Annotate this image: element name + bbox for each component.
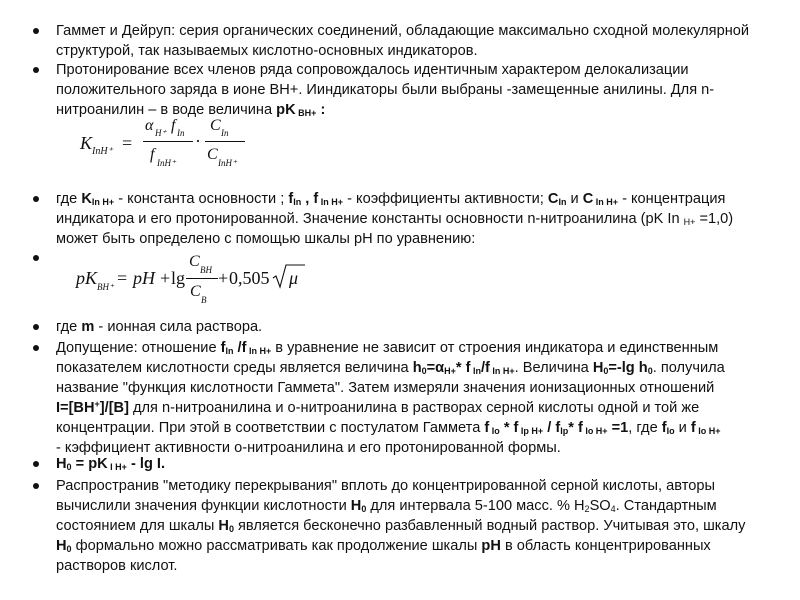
bullet-dot-icon bbox=[33, 67, 39, 73]
text-run: In bbox=[293, 197, 302, 207]
text-line bbox=[56, 516, 791, 536]
text-run: H bbox=[350, 498, 362, 514]
text-run: In H+ bbox=[318, 197, 344, 207]
text-line bbox=[56, 496, 791, 516]
text-run: f bbox=[484, 420, 490, 436]
text-line bbox=[56, 209, 791, 229]
text-run: pK bbox=[276, 102, 296, 118]
text-run: Io H+ bbox=[582, 426, 608, 436]
formula-f-in: f bbox=[171, 117, 176, 134]
text-run: In bbox=[225, 346, 234, 356]
text-line bbox=[56, 418, 791, 438]
bullet-dot-icon bbox=[33, 28, 39, 34]
text-run: состоянием для шкалы bbox=[56, 518, 219, 534]
text-line bbox=[56, 358, 791, 378]
text-run: формально можно рассматривать как продолжение шкалы bbox=[71, 538, 482, 554]
formula-f-in-subscript: In bbox=[177, 128, 185, 138]
formula-basicity-constant bbox=[80, 113, 260, 175]
text-run: H bbox=[218, 518, 229, 534]
text-line bbox=[56, 60, 791, 80]
text-run: = pK bbox=[71, 456, 108, 472]
bullet-text bbox=[56, 476, 791, 576]
text-run: в область концентрированных bbox=[500, 538, 711, 554]
text-run: - коэффициенты активности; bbox=[343, 191, 548, 207]
formula-c-bh-subscript: BH bbox=[200, 265, 212, 275]
bullet-text bbox=[56, 21, 791, 61]
formula-coefficient: 0,505 bbox=[229, 268, 270, 288]
text-run: Протонирование всех членов ряда сопровождалось идентичным характером делокализации bbox=[56, 62, 689, 78]
text-run: f bbox=[661, 420, 667, 436]
formula-c-inh: C bbox=[207, 146, 218, 163]
text-run: + bbox=[94, 399, 100, 409]
text-line bbox=[56, 80, 791, 100]
formula2-plus-second: + bbox=[218, 268, 229, 288]
text-run: /f bbox=[480, 360, 490, 376]
text-line bbox=[56, 317, 791, 337]
text-line bbox=[56, 338, 791, 358]
text-run: / f bbox=[543, 420, 561, 436]
text-run: Допущение: отношение bbox=[56, 340, 221, 356]
text-run: 4 bbox=[610, 504, 616, 514]
formula-f-inh-subscript: InH⁺ bbox=[157, 158, 176, 168]
formula-c-bh: C bbox=[189, 253, 200, 270]
text-run: H bbox=[56, 538, 67, 554]
text-run: , где bbox=[628, 420, 662, 436]
text-run: Io H+ bbox=[695, 426, 721, 436]
formula-dot: · bbox=[195, 131, 201, 151]
text-run: - ионная сила раствора. bbox=[94, 319, 263, 335]
text-run: =1,0) bbox=[695, 211, 734, 227]
text-run: * f bbox=[455, 360, 471, 376]
formula2-equals: = bbox=[117, 268, 128, 288]
formula-c-in: C bbox=[210, 117, 221, 134]
text-run: In bbox=[470, 366, 481, 376]
formula-pk: pK bbox=[76, 268, 98, 288]
text-run: SO bbox=[589, 498, 611, 514]
bullet-dot-icon bbox=[33, 483, 39, 489]
text-run: H+ bbox=[683, 217, 696, 227]
text-run: f bbox=[288, 191, 294, 207]
text-run: в уравнение не зависит от строения индикатора и единственным bbox=[271, 340, 719, 356]
text-run: 0 bbox=[421, 366, 427, 376]
text-run: : bbox=[316, 102, 326, 118]
formula-c-b: C bbox=[190, 283, 201, 300]
text-run: C bbox=[582, 191, 594, 207]
formula-pk-equation bbox=[76, 251, 316, 307]
text-run: нитроанилин – в воде величина bbox=[56, 102, 277, 118]
text-line bbox=[56, 229, 791, 249]
text-run: In H+ bbox=[246, 346, 272, 356]
bullet-dot-icon bbox=[33, 255, 39, 261]
text-run: является бесконечно разбавленный водный раствор. Учитывая это, шкалу bbox=[233, 518, 746, 534]
bullet-text bbox=[56, 454, 791, 474]
text-run: Io bbox=[666, 426, 675, 436]
text-run: H+ bbox=[444, 366, 456, 376]
text-run: может быть определено с помощью шкалы pH по уравнению: bbox=[56, 231, 476, 247]
text-line bbox=[56, 536, 791, 556]
text-run: и bbox=[674, 420, 691, 436]
bullet-dot-icon bbox=[33, 324, 39, 330]
text-run: =-lg h bbox=[608, 360, 648, 376]
text-run: pH bbox=[481, 538, 501, 554]
text-line bbox=[56, 454, 791, 474]
text-run: C bbox=[547, 191, 559, 207]
text-run: название "функция кислотности Гаммета". Затем измеряли значения ионизационных отношений bbox=[56, 380, 715, 396]
text-run: для n-нитроанилина и о-нитроанилина в растворах серной кислоты одной и той же bbox=[128, 400, 700, 416]
text-run: h bbox=[412, 360, 422, 376]
formula-equals: = bbox=[122, 133, 133, 153]
text-run: =α bbox=[426, 360, 445, 376]
bullet-dot-icon bbox=[33, 461, 39, 467]
text-run: для интервала 5-100 масс. % H bbox=[366, 498, 585, 514]
text-run: где bbox=[56, 319, 82, 335]
formula2-plus: + bbox=[160, 268, 171, 288]
text-run: In H+ bbox=[593, 197, 619, 207]
formula-alpha: α bbox=[145, 117, 154, 134]
text-line bbox=[56, 556, 791, 576]
text-run: вычислили значения функции кислотности bbox=[56, 498, 351, 514]
text-run: 0 bbox=[603, 366, 609, 376]
fraction-bar-ratio bbox=[186, 278, 218, 279]
text-run: где bbox=[56, 191, 82, 207]
text-run: Io bbox=[489, 426, 500, 436]
text-run: =1 bbox=[607, 420, 629, 436]
formula-ph: pH bbox=[133, 268, 155, 288]
text-run: - концентрация bbox=[618, 191, 726, 207]
text-line bbox=[56, 189, 791, 209]
text-run: . Стандартным bbox=[615, 498, 717, 514]
text-run: Гаммет и Дейруп: серия органических соединений, обладающие максимально сходной молекулярной bbox=[56, 23, 750, 39]
text-run: 0 bbox=[228, 524, 234, 534]
text-line bbox=[56, 378, 791, 398]
formula-c-b-subscript: B bbox=[201, 295, 207, 305]
bullet-text bbox=[56, 338, 791, 458]
bullet-dot-icon bbox=[33, 196, 39, 202]
text-run: положительного заряда в ионе BH+. Ииндикаторы были выбраны -замещенные анилины. Для n- bbox=[56, 82, 715, 98]
text-run: f bbox=[313, 191, 319, 207]
formula-lg: lg bbox=[171, 268, 186, 288]
fraction-bar-concentration bbox=[205, 141, 245, 142]
text-run: ]/[B] bbox=[99, 400, 129, 416]
text-run: - кэффициент активности о-нитроанилина и его протонированной формы. bbox=[56, 440, 561, 456]
bullet-text bbox=[56, 60, 791, 120]
fraction-bar-activity bbox=[143, 141, 193, 142]
text-run: Распространив "методику перекрывания" вплоть до концентрированной серной кислоты, авторы bbox=[56, 478, 715, 494]
text-run: I=[BH bbox=[56, 400, 95, 416]
text-run: концентрации. При этой в соответствии с постулатом Гаммета bbox=[56, 420, 485, 436]
text-run: BH+ bbox=[295, 108, 317, 118]
text-run: f bbox=[690, 420, 696, 436]
text-line bbox=[56, 398, 791, 418]
text-run: H bbox=[56, 456, 67, 472]
text-run: и bbox=[566, 191, 583, 207]
formula-f-inh: f bbox=[150, 146, 155, 163]
formula-mu: μ bbox=[289, 268, 299, 288]
text-run: 2 bbox=[584, 504, 590, 514]
text-run: Ip bbox=[560, 426, 569, 436]
text-run: - константа основности ; bbox=[114, 191, 289, 207]
text-run: , bbox=[301, 191, 314, 207]
text-run: . Величина bbox=[514, 360, 593, 376]
text-run: индикатора и его протонированной. Значение константы основности n-нитроанилина (pK In bbox=[56, 211, 684, 227]
bullet-text bbox=[56, 317, 791, 337]
text-line bbox=[56, 476, 791, 496]
text-run: * f bbox=[499, 420, 519, 436]
text-run: Ip H+ bbox=[518, 426, 544, 436]
formula-c-inh-subscript: InH⁺ bbox=[218, 158, 237, 168]
text-run: показателем кислотности среды является величина bbox=[56, 360, 413, 376]
formula-alpha-subscript: H⁺ bbox=[155, 128, 167, 138]
text-run: структурой, так называемых кислотно-основных индикаторов. bbox=[56, 43, 478, 59]
text-run: f bbox=[220, 340, 226, 356]
text-run: I H+ bbox=[107, 462, 127, 472]
text-run: In H+ bbox=[91, 197, 115, 207]
text-run: m bbox=[81, 319, 95, 335]
text-run: 0 bbox=[647, 366, 653, 376]
formula-pk-subscript: BH⁺ bbox=[97, 282, 114, 292]
text-run: 0 bbox=[66, 544, 72, 554]
text-line bbox=[56, 21, 791, 41]
text-run: . получила bbox=[652, 360, 725, 376]
text-run: H bbox=[592, 360, 604, 376]
text-run: /f bbox=[233, 340, 247, 356]
text-run: растворов кислот. bbox=[56, 558, 178, 574]
text-run: In bbox=[558, 197, 567, 207]
formula-c-in-subscript: In bbox=[221, 128, 229, 138]
text-line bbox=[56, 41, 791, 61]
text-run: - lg I. bbox=[126, 456, 166, 472]
text-run: In H+ bbox=[489, 366, 515, 376]
bullet-text bbox=[56, 189, 791, 249]
text-run: 0 bbox=[66, 462, 72, 472]
text-run: 0 bbox=[361, 504, 367, 514]
text-run: * f bbox=[568, 420, 583, 436]
formula-k: K bbox=[80, 133, 93, 153]
text-run: K bbox=[81, 191, 92, 207]
bullet-dot-icon bbox=[33, 345, 39, 351]
formula-k-subscript: InH⁺ bbox=[92, 146, 113, 157]
